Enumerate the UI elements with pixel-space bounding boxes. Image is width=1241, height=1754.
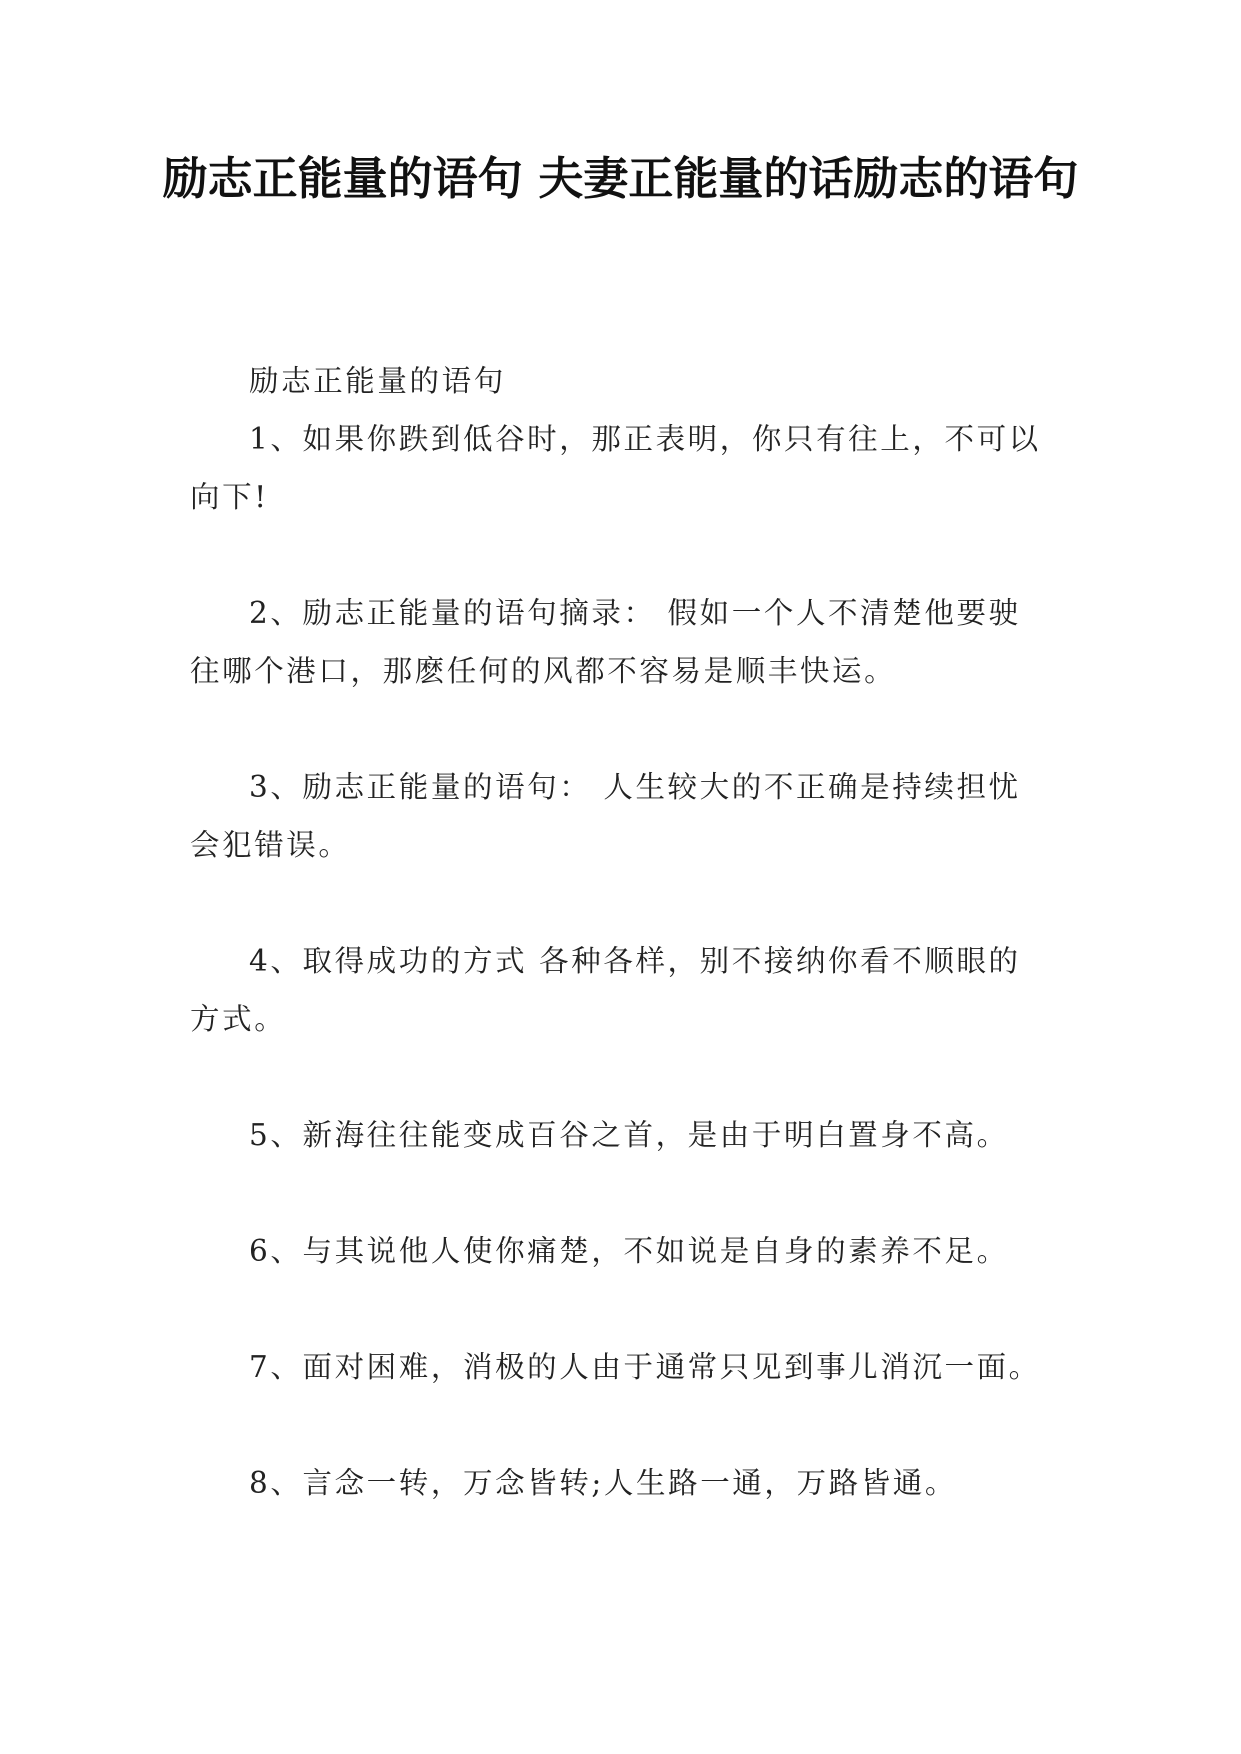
list-item: 4、取得成功的方式 各种各样，别不接纳你看不顺眼的方式。 bbox=[190, 944, 1021, 1036]
list-item: 3、励志正能量的语句： 人生较大的不正确是持续担忧会犯错误。 bbox=[190, 770, 1021, 862]
list-item: 6、与其说他人使你痛楚，不如说是自身的素养不足。 bbox=[249, 1234, 1009, 1268]
list-item: 2、励志正能量的语句摘录： 假如一个人不清楚他要驶往哪个港口，那麽任何的风都不容易是顺丰快运。 bbox=[190, 596, 1021, 688]
list-item: 7、面对困难，消极的人由于通常只见到事儿消沉一面。 bbox=[249, 1350, 1041, 1384]
document-title: 励志正能量的语句 夫妻正能量的话励志的语句 bbox=[162, 152, 1079, 205]
document-body bbox=[190, 352, 1050, 1570]
section-heading: 励志正能量的语句 bbox=[249, 364, 506, 398]
list-item: 5、新海往往能变成百谷之首，是由于明白置身不高。 bbox=[249, 1118, 1009, 1152]
list-item: 1、如果你跌到低谷时，那正表明，你只有往上，不可以向下! bbox=[190, 422, 1041, 514]
list-item: 8、言念一转，万念皆转;人生路一通，万路皆通。 bbox=[249, 1466, 958, 1500]
